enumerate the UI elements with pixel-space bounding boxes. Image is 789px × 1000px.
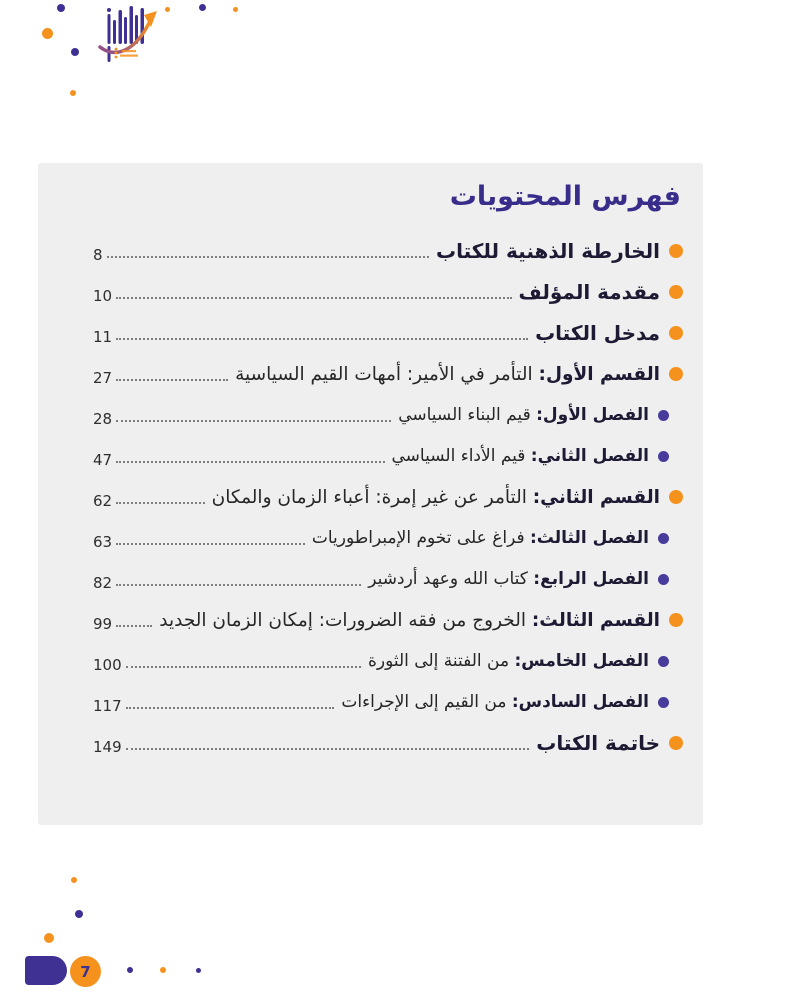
dotted-leader	[116, 379, 228, 381]
brand-logo	[96, 2, 162, 66]
decor-dot	[44, 933, 54, 943]
toc-entry-label: الخارطة الذهنية للكتاب	[435, 239, 660, 263]
toc-page-number: 149	[93, 738, 122, 756]
decor-dot	[199, 4, 206, 11]
toc-entry	[93, 318, 689, 348]
dotted-leader	[107, 256, 429, 258]
toc-page-number: 63	[93, 533, 113, 551]
bullet-icon	[658, 533, 669, 544]
bullet-icon	[669, 285, 683, 299]
decor-dot	[70, 90, 76, 96]
decor-dot	[165, 7, 170, 12]
decor-dot	[57, 4, 65, 12]
dotted-leader	[116, 420, 391, 422]
toc-page-number: 99	[93, 615, 113, 633]
dotted-leader	[116, 625, 152, 627]
toc-entry-label: الفصل الخامس:	[514, 651, 649, 671]
page-title: فهرس المحتويات	[449, 181, 681, 212]
toc-entry-subtitle: قيم الأداء السياسي	[391, 446, 531, 466]
toc-entry-subtitle: الخروج من فقه الضرورات: إمكان الزمان الجديد	[159, 609, 532, 631]
toc-entry	[93, 236, 689, 266]
toc-entry	[93, 605, 689, 635]
bullet-icon	[658, 656, 669, 667]
toc-page-number: 117	[93, 697, 122, 715]
toc-entry	[93, 646, 689, 676]
toc-entry-label: خاتمة الكتاب	[536, 731, 660, 755]
decor-dot	[42, 28, 53, 39]
decor-dot	[160, 967, 166, 973]
dotted-leader	[126, 666, 361, 668]
toc-page-number: 47	[93, 451, 113, 469]
toc-entry-subtitle: من القيم إلى الإجراءات	[341, 692, 512, 712]
bullet-icon	[669, 367, 683, 381]
bullet-icon	[669, 736, 683, 750]
toc-entry-subtitle: التأمر في الأمير: أمهات القيم السياسية	[235, 363, 539, 385]
toc-entry-title	[312, 528, 649, 548]
toc-page-number: 28	[93, 410, 113, 428]
dotted-leader	[116, 543, 305, 545]
toc-entry-title	[398, 405, 649, 425]
page-number-badge: 7	[70, 956, 101, 987]
bullet-icon	[669, 326, 683, 340]
decor-dot	[71, 877, 77, 883]
toc-entry-title	[159, 610, 660, 631]
decor-dot	[127, 967, 133, 973]
dotted-leader	[116, 502, 205, 504]
toc-entry-title	[341, 692, 649, 712]
bullet-icon	[669, 244, 683, 258]
bullet-icon	[669, 490, 683, 504]
toc-entry-label: الفصل الأول:	[536, 405, 649, 425]
bullet-icon	[669, 613, 683, 627]
toc-page-number: 11	[93, 328, 113, 346]
decor-dot	[75, 910, 83, 918]
dotted-leader	[116, 338, 528, 340]
toc-entry	[93, 687, 689, 717]
toc-entry-title	[535, 321, 660, 345]
toc-list	[93, 236, 689, 758]
toc-panel	[38, 163, 703, 825]
toc-entry	[93, 359, 689, 389]
toc-entry-subtitle: فراغ على تخوم الإمبراطوريات	[311, 528, 530, 548]
toc-entry-subtitle: كتاب الله وعهد أردشير	[368, 569, 534, 589]
dotted-leader	[116, 584, 361, 586]
toc-entry-label: الفصل الرابع:	[533, 569, 649, 589]
toc-entry-label: الفصل الثاني:	[530, 446, 649, 466]
dotted-leader	[126, 748, 530, 750]
toc-entry	[93, 482, 689, 512]
toc-entry-title	[368, 651, 649, 671]
footer-decor-shape	[25, 956, 67, 985]
toc-entry-label: القسم الأول:	[538, 363, 660, 385]
toc-entry-label: الفصل السادس:	[511, 692, 649, 712]
toc-page-number: 82	[93, 574, 113, 592]
toc-page-number: 62	[93, 492, 113, 510]
bullet-icon	[658, 451, 669, 462]
toc-entry-label: الفصل الثالث:	[530, 528, 649, 548]
toc-entry	[93, 728, 689, 758]
dotted-leader	[126, 707, 335, 709]
toc-entry-subtitle: قيم البناء السياسي	[398, 405, 537, 425]
bullet-icon	[658, 574, 669, 585]
toc-entry-title	[368, 569, 649, 589]
decor-dot	[196, 968, 201, 973]
toc-page-number: 27	[93, 369, 113, 387]
toc-entry	[93, 400, 689, 430]
bar-chart-arrow-logo-icon	[96, 2, 162, 66]
decor-dot	[71, 48, 79, 56]
toc-entry-title	[212, 487, 660, 508]
toc-entry	[93, 523, 689, 553]
toc-page-number: 10	[93, 287, 113, 305]
toc-entry	[93, 441, 689, 471]
toc-page-number: 8	[93, 246, 103, 264]
toc-entry	[93, 277, 689, 307]
dotted-leader	[116, 297, 511, 299]
toc-entry-subtitle: التأمر عن غير إمرة: أعباء الزمان والمكان	[211, 486, 533, 508]
toc-entry-label: مقدمة المؤلف	[518, 280, 660, 304]
toc-entry-title	[235, 364, 660, 385]
decor-dot	[233, 7, 238, 12]
toc-entry-subtitle: من الفتنة إلى الثورة	[367, 651, 515, 671]
dotted-leader	[116, 461, 384, 463]
toc-entry-label: القسم الثالث:	[531, 609, 660, 631]
toc-entry-title	[536, 731, 660, 755]
bullet-icon	[658, 697, 669, 708]
toc-entry	[93, 564, 689, 594]
toc-page-number: 100	[93, 656, 122, 674]
toc-entry-title	[392, 446, 649, 466]
toc-entry-title	[436, 239, 660, 263]
toc-entry-label: مدخل الكتاب	[535, 321, 660, 345]
toc-entry-title	[519, 280, 660, 304]
toc-entry-label: القسم الثاني:	[532, 486, 660, 508]
bullet-icon	[658, 410, 669, 421]
